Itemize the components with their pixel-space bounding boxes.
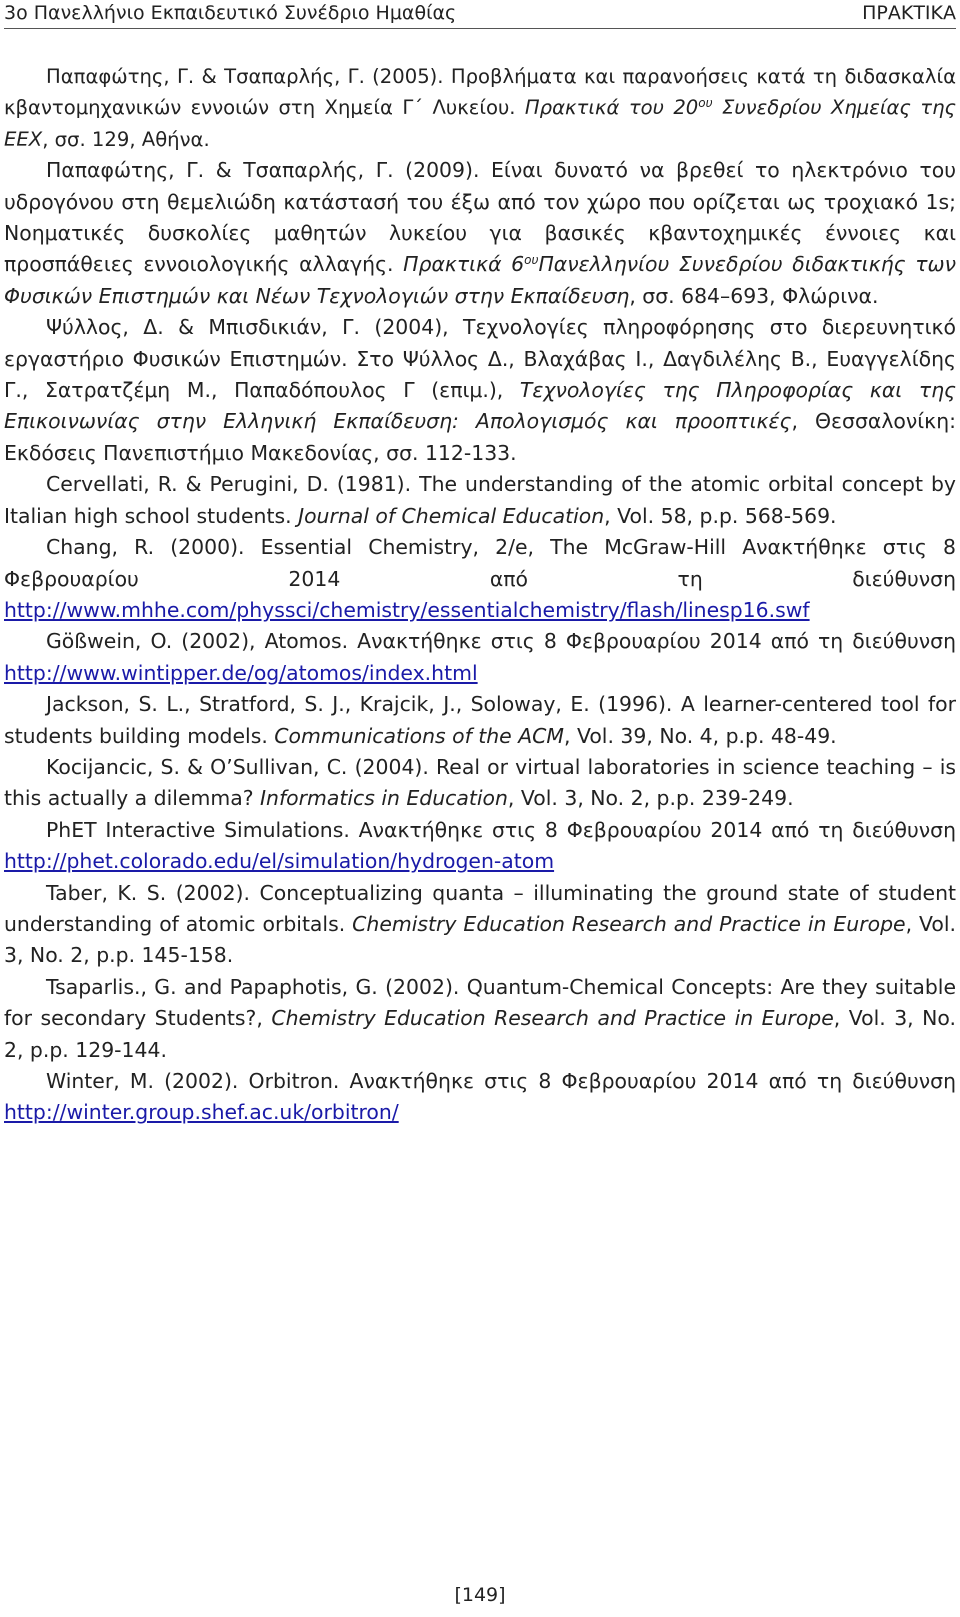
reference-item: Παπαφώτης, Γ. & Τσαπαρλής, Γ. (2005). Προβλήματα και παρανοήσεις κατά τη διδασκαλία κβαντομηχανικών εννοιών στη Χημεία Γ΄ Λυκείου. Πρακτικά του $20^{o\upsilon}$ Συνεδρίου Χημείας της ΕΕΧ, σσ. 129, Αθήνα. [4, 65, 957, 151]
conference-title: 3ο Πανελλήνιο Εκπαιδευτικό Συνέδριο Ημαθίας [4, 2, 457, 24]
reference-item: Tsaparlis., G. and Papaphotis, G. (2002). Quantum-Chemical Concepts: Are they suitable for secondary Students?, Chemistry Education Research and Practice in Europe, Vol. 3, No. 2, p.p. 129-144. [4, 974, 956, 1062]
reference-item: Taber, K. S. (2002). Conceptualizing quanta – illuminating the ground state of student understanding of atomic orbitals. Chemistry Education Research and Practice in Europe, Vol. 3, No. 2, p.p. 145-158. [4, 880, 956, 968]
reference-list [4, 61, 956, 1129]
page-number: [149] [454, 1584, 506, 1606]
reference-link[interactable]: http://phet.colorado.edu/el/simulation/hydrogen-atom [4, 849, 555, 874]
reference-item: Chang, R. (2000). Essential Chemistry, 2/e, The McGraw-Hill Ανακτήθηκε στις 8 Φεβρουαρίου 2014 από τη διεύθυνση http://www.mhhe.com/physsci/chemistry/essentialchemistry/flash/linesp16.swf [4, 535, 956, 622]
running-header [4, 0, 956, 29]
reference-item: Gößwein, O. (2002), Atomos. Ανακτήθηκε στις 8 Φεβρουαρίου 2014 από τη διεύθυνση http://www.wintipper.de/og/atomos/index.html [4, 629, 956, 685]
reference-item: Ψύλλος, Δ. & Μπισδικιάν, Γ. (2004), Τεχνολογίες πληροφόρησης στο διερευνητικό εργαστήριο Φυσικών Επιστημών. Στο Ψύλλος Δ., Βλαχάβας Ι., Δαγδιλέλης Β., Ευαγγελίδης Γ., Σατρατζέμη Μ., Παπαδόπουλος Γ (επιμ.), Τεχνολογίες της Πληροφορίας και της Επικοινωνίας στην Ελληνική Εκπαίδευση: Απολογισμός και προοπτικές, Θεσσαλονίκη: Εκδόσεις Πανεπιστήμιο Μακεδονίας, σσ. 112-133. [4, 315, 956, 465]
reference-item: Cervellati, R. & Perugini, D. (1981). The understanding of the atomic orbital concept by Italian high school students. Journal of Chemical Education, Vol. 58, p.p. 568-569. [4, 472, 956, 528]
reference-item: Winter, M. (2002). Orbitron. Ανακτήθηκε στις 8 Φεβρουαρίου 2014 από τη διεύθυνση http://winter.group.shef.ac.uk/orbitron/ [4, 1069, 956, 1125]
reference-link[interactable]: http://www.wintipper.de/og/atomos/index.html [4, 660, 478, 685]
reference-item: PhET Interactive Simulations. Ανακτήθηκε στις 8 Φεβρουαρίου 2014 από τη διεύθυνση http://phet.colorado.edu/el/simulation/hydrogen-atom [4, 817, 956, 874]
reference-link[interactable]: http://www.mhhe.com/physsci/chemistry/essentialchemistry/flash/linesp16.swf [4, 597, 810, 622]
reference-item: Kocijancic, S. & O’Sullivan, C. (2004). Real or virtual laboratories in science teaching – is this actually a dilemma? Informatics in Education, Vol. 3, No. 2, p.p. 239-249. [4, 754, 956, 811]
reference-item: Παπαφώτης, Γ. & Τσαπαρλής, Γ. (2009). Είναι δυνατό να βρεθεί το ηλεκτρόνιο του υδρογόνου στη θεμελιώδη κατάστασή του έξω από τον χώρο που ορίζεται ως τροχιακό 1s; Νοηματικές δυσκολίες μαθητών λυκείου για βασικές κβαντοχημικές έννοιες και προσπάθειες εννοιολογικής αλλαγής. Πρακτικά $6^{o\upsilon}\Pi\alpha\nu\varepsilon\lambda\lambda\eta\nu ίo\upsilon$ Συνεδρίου διδακτικής των Φυσικών Επιστημών και Νέων Τεχνολογιών στην Εκπαίδευση, σσ. 684–693, Φλώρινα. [4, 158, 956, 308]
reference-link[interactable]: http://winter.group.shef.ac.uk/orbitron/ [4, 1100, 399, 1125]
section-title: ΠΡΑΚΤΙΚΑ [862, 2, 956, 24]
reference-item: Jackson, S. L., Stratford, S. J., Krajcik, J., Soloway, E. (1996). A learner-centered tool for students building models. Communications of the ACM, Vol. 39, No. 4, p.p. 48-49. [4, 692, 956, 748]
